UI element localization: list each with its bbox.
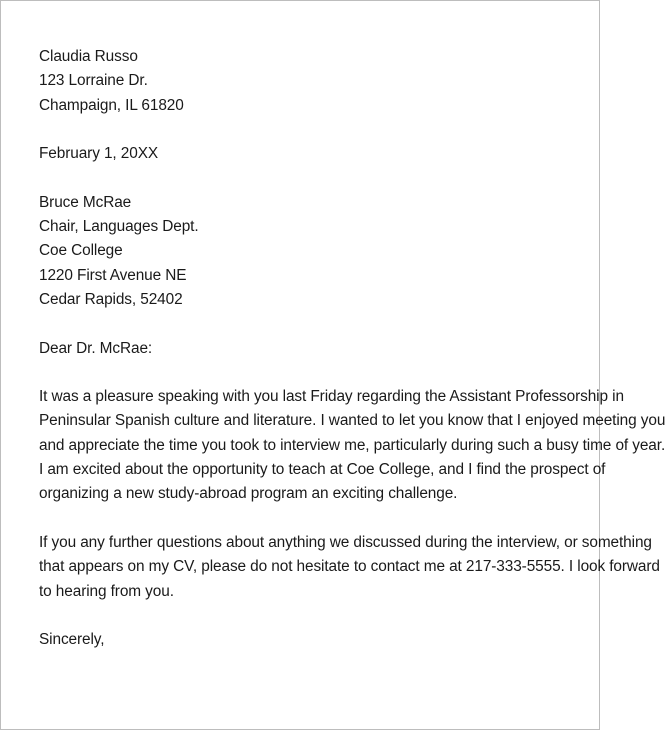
sender-street: 123 Lorraine Dr. [39, 72, 148, 90]
paragraph-line: Peninsular Spanish culture and literature. I wanted to let you know that I enjoyed meeting you [39, 412, 665, 430]
letter-date: February 1, 20XX [39, 145, 159, 163]
letter-body [39, 45, 665, 652]
recipient-name: Bruce McRae [39, 193, 132, 211]
spacer [39, 507, 579, 531]
recipient-title: Chair, Languages Dept. [39, 218, 199, 236]
paragraph-line: to hearing from you. [39, 582, 174, 600]
recipient-street: 1220 First Avenue NE [39, 266, 187, 284]
salutation: Dear Dr. McRae: [39, 339, 153, 357]
paragraph-line: It was a pleasure speaking with you last Friday regarding the Assistant Professorship in [39, 388, 624, 406]
sender-name: Claudia Russo [39, 48, 138, 65]
paragraph-2 [39, 531, 660, 604]
recipient-organization: Coe College [39, 242, 123, 260]
sender-address [39, 45, 579, 118]
paragraph-1 [39, 385, 665, 506]
paragraph-line: I am excited about the opportunity to teach at Coe College, and I find the prospect of [39, 461, 606, 479]
paragraph-line: that appears on my CV, please do not hesitate to contact me at 217-333-5555. I look forward [39, 558, 660, 576]
salutation-block [39, 337, 579, 361]
recipient-address [39, 191, 579, 312]
spacer [39, 361, 579, 385]
spacer [39, 166, 579, 190]
closing: Sincerely, [39, 631, 105, 649]
paragraph-line: and appreciate the time you took to interview me, particularly during such a busy time of year. [39, 436, 665, 454]
paragraph-line: organizing a new study-abroad program an exciting challenge. [39, 485, 458, 503]
paragraph-line: If you any further questions about anything we discussed during the interview, or something [39, 533, 652, 551]
sender-city-state-zip: Champaign, IL 61820 [39, 96, 184, 114]
letter-date-block [39, 142, 579, 166]
spacer [39, 312, 579, 336]
closing-block [39, 628, 579, 652]
recipient-city-state-zip: Cedar Rapids, 52402 [39, 290, 183, 308]
spacer [39, 604, 579, 628]
spacer [39, 118, 579, 142]
